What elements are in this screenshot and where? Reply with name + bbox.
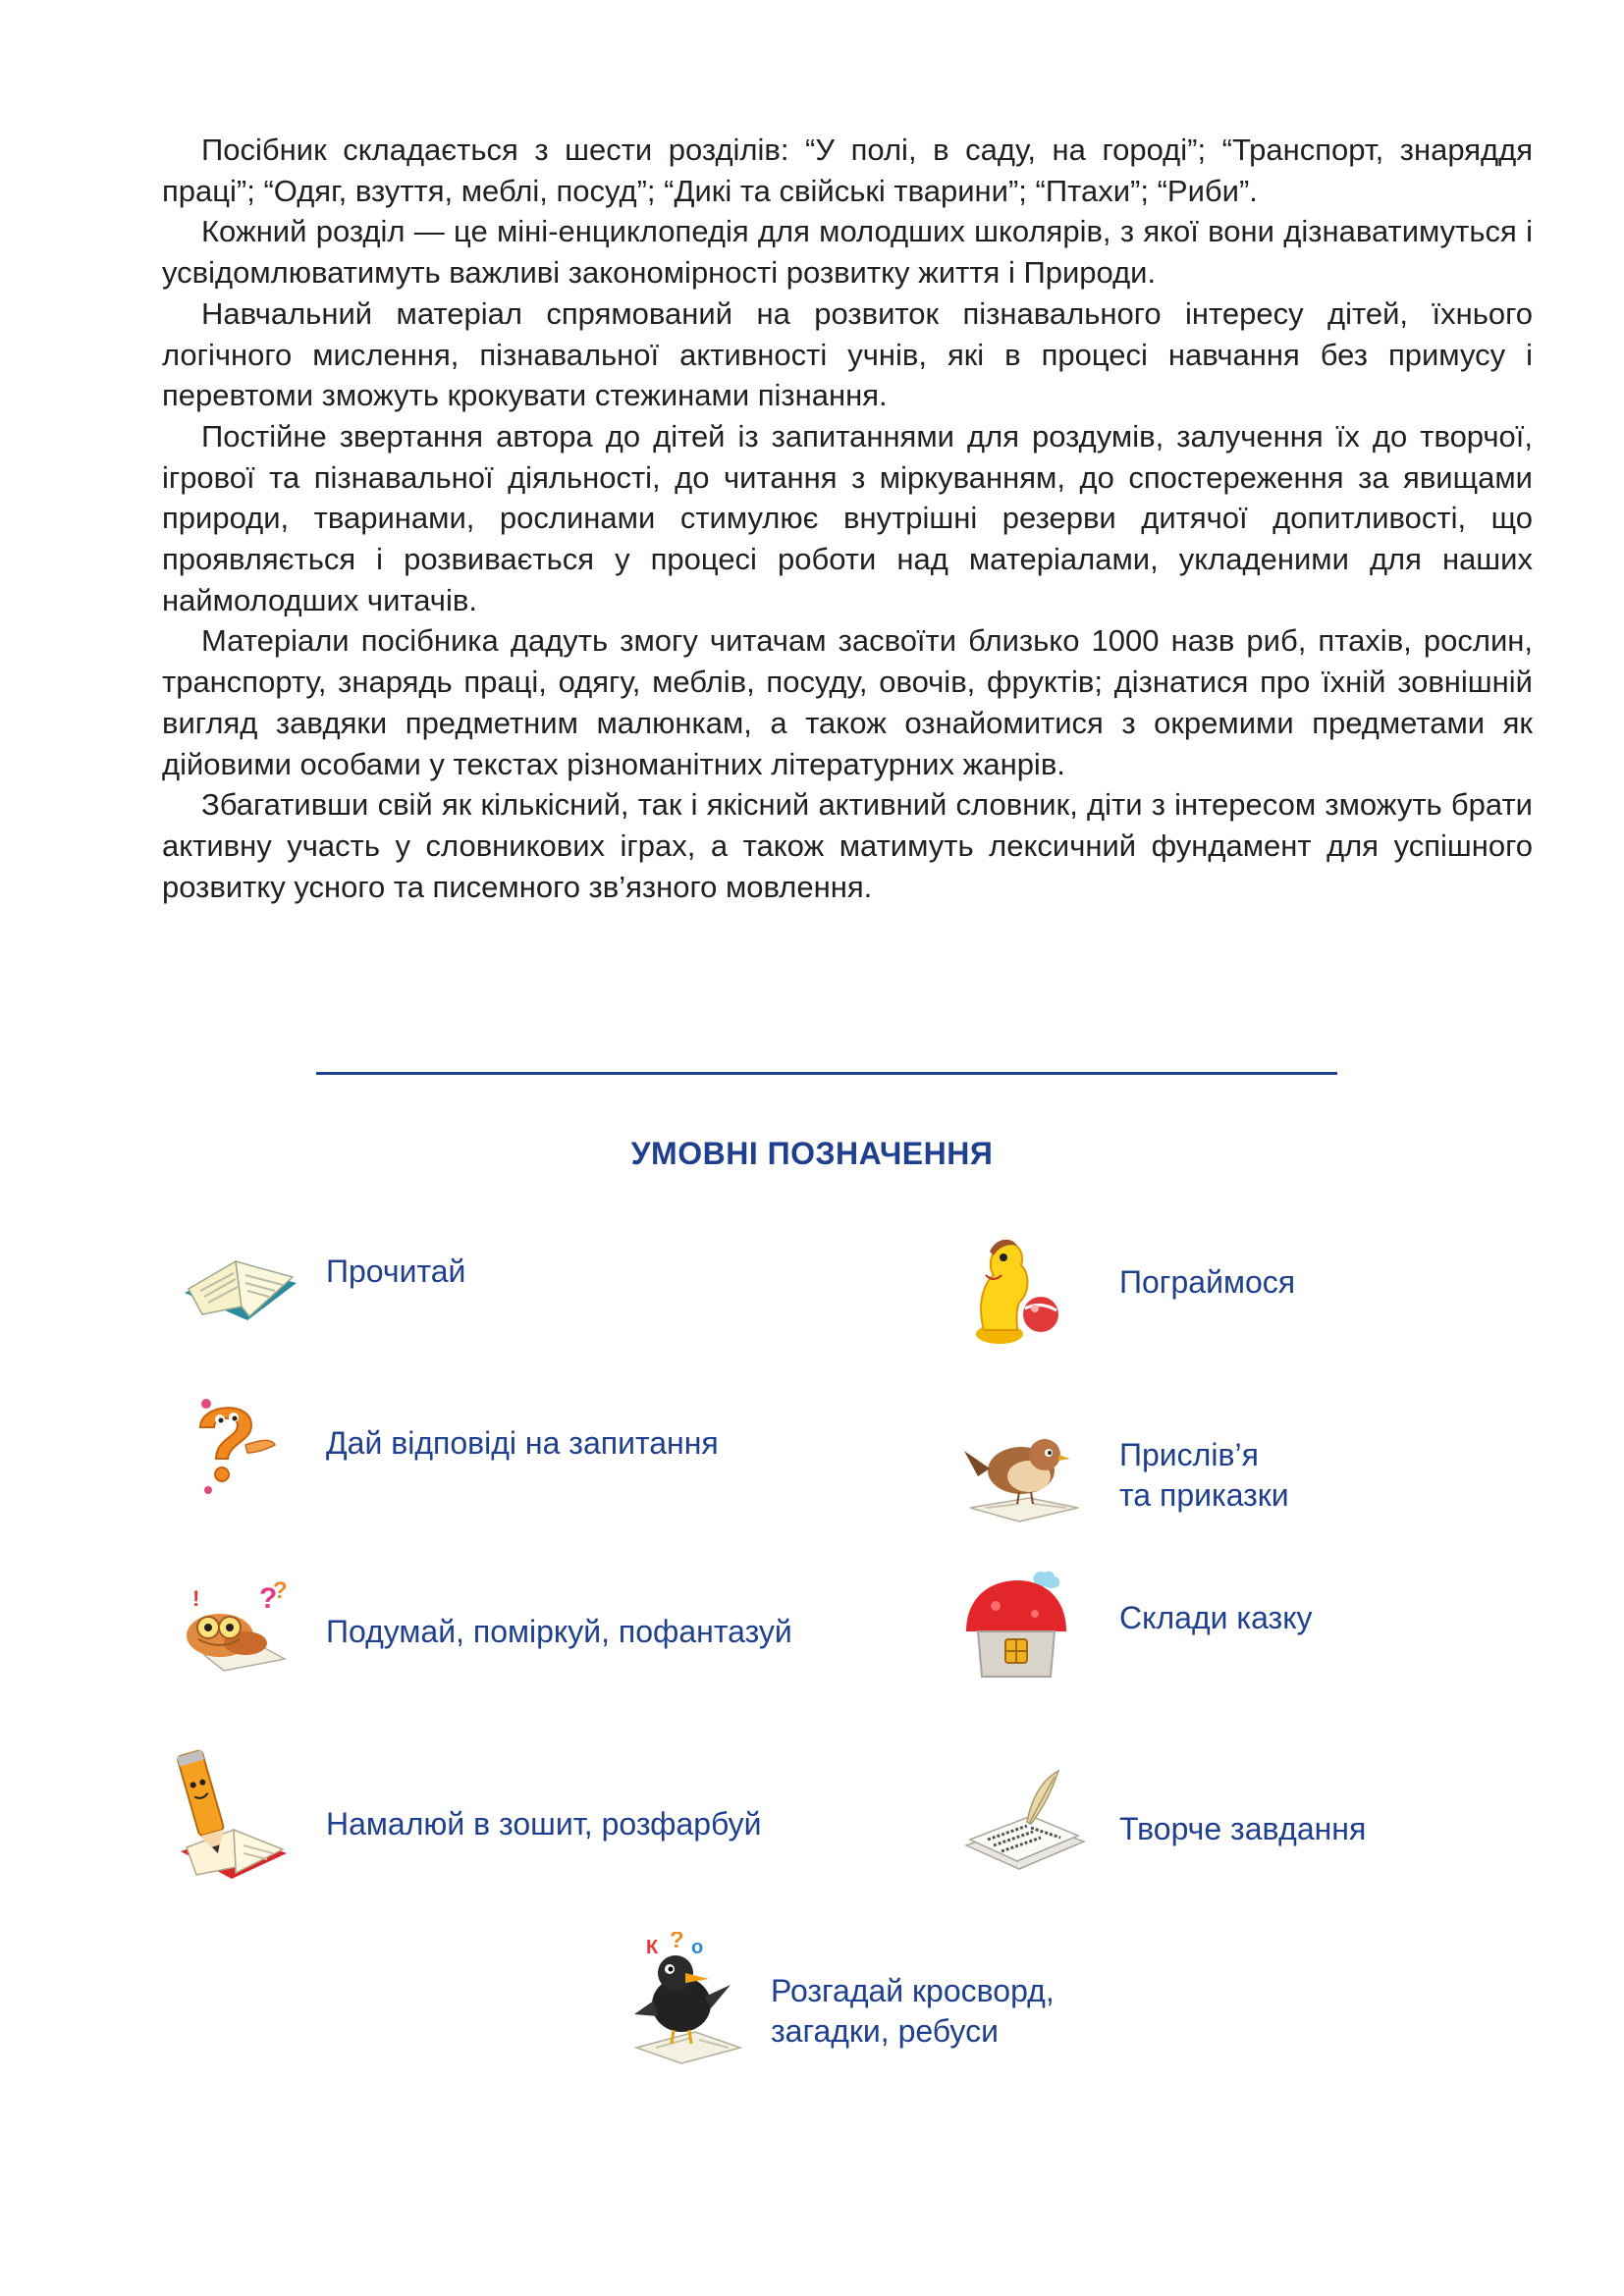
legend-label-proverbs-line1: Прислів’я	[1119, 1437, 1259, 1472]
intro-paragraph-4: Постійне звертання автора до дітей із запитаннями для роздумів, залучення їх до творчої, ігрової та пізнавальної діяльності, до читання з міркуванням, до спостереження за явищами природи, тваринами, рослинами стимулює внутрішні резерви дитячої допитливості, що проявляється і розвивається у процесі роботи над матеріалами, укладеними для наших наймолодших читачів.	[162, 418, 1533, 617]
crow-puzzle-icon	[626, 1932, 744, 2069]
mushroom-house-icon	[962, 1567, 1070, 1684]
intro-paragraph-2: Кожний розділ — це міні-енциклопедія для молодших школярів, з якої вони дізнаватимуться і усвідомлюватимуть важливі закономірності розвитку життя і Природи.	[162, 214, 1533, 291]
svg-text:?: ?	[273, 1578, 288, 1604]
legend-label-crossword-line2: загадки, ребуси	[771, 2013, 999, 2049]
legend-title: УМОВНІ ПОЗНАЧЕННЯ	[630, 1136, 994, 1171]
section-divider	[316, 1072, 1337, 1075]
svg-text:К: К	[646, 1937, 659, 1958]
sparrow-on-book-icon	[960, 1425, 1088, 1533]
legend-label-fairytale: Склади казку	[1119, 1600, 1313, 1635]
question-mark-character-icon	[187, 1394, 285, 1502]
quill-paper-icon	[962, 1767, 1090, 1885]
svg-text:!: !	[192, 1586, 200, 1611]
intro-text	[162, 130, 1533, 907]
intro-paragraph-1: Посібник складається з шести розділів: “У полі, в саду, на городі”; “Транспорт, знаряддя праці”; “Одяг, взуття, меблі, посуд”; “Дикі та свійські тварини”; “Птахи”; “Риби”.	[162, 133, 1533, 208]
legend-label-answer: Дай відповіді на запитання	[326, 1425, 719, 1461]
legend-label-crossword-line1: Розгадай кросворд,	[771, 1973, 1055, 2008]
svg-text:о: о	[691, 1937, 704, 1958]
intro-paragraph-6: Збагативши свій як кількісний, так і якісний активний словник, діти з інтересом зможуть брати активну участь у словникових іграх, а також матимуть лексичний фундамент для успішного розвитку усного та писемного зв’язного мовлення.	[162, 787, 1533, 904]
open-book-icon	[177, 1232, 304, 1330]
legend-label-proverbs-line2: та приказки	[1119, 1477, 1289, 1513]
legend-label-read: Прочитай	[326, 1254, 466, 1289]
owl-thinking-icon	[175, 1578, 293, 1677]
intro-paragraph-5: Матеріали посібника дадуть змогу читачам засвоїти близько 1000 назв риб, птахів, рослин, транспорту, знарядь праці, одягу, меблів, посуду, овочів, фруктів; дізнатися про їхній зовнішній вигляд завдяки предметним малюнкам, а також ознайомитися з окремими предметами як дійовими особами у текстах різноманітних літературних жанрів.	[162, 623, 1533, 781]
legend-label-play: Пограймося	[1119, 1264, 1296, 1300]
legend-label-think: Подумай, поміркуй, пофантазуй	[326, 1614, 792, 1649]
pencil-book-icon	[175, 1743, 293, 1891]
svg-text:?: ?	[670, 1932, 684, 1953]
legend-label-draw: Намалюй в зошит, розфарбуй	[326, 1806, 762, 1842]
toy-horse-ball-icon	[960, 1232, 1068, 1350]
intro-paragraph-3: Навчальний матеріал спрямований на розвиток пізнавального інтересу дітей, їхнього логічного мислення, пізнавальної активності учнів, які в процесі навчання без примусу і перевтоми зможуть крокувати стежинами пізнання.	[162, 295, 1533, 413]
legend-label-creative: Творче завдання	[1119, 1811, 1367, 1846]
svg-text:?: ?	[259, 1582, 278, 1615]
